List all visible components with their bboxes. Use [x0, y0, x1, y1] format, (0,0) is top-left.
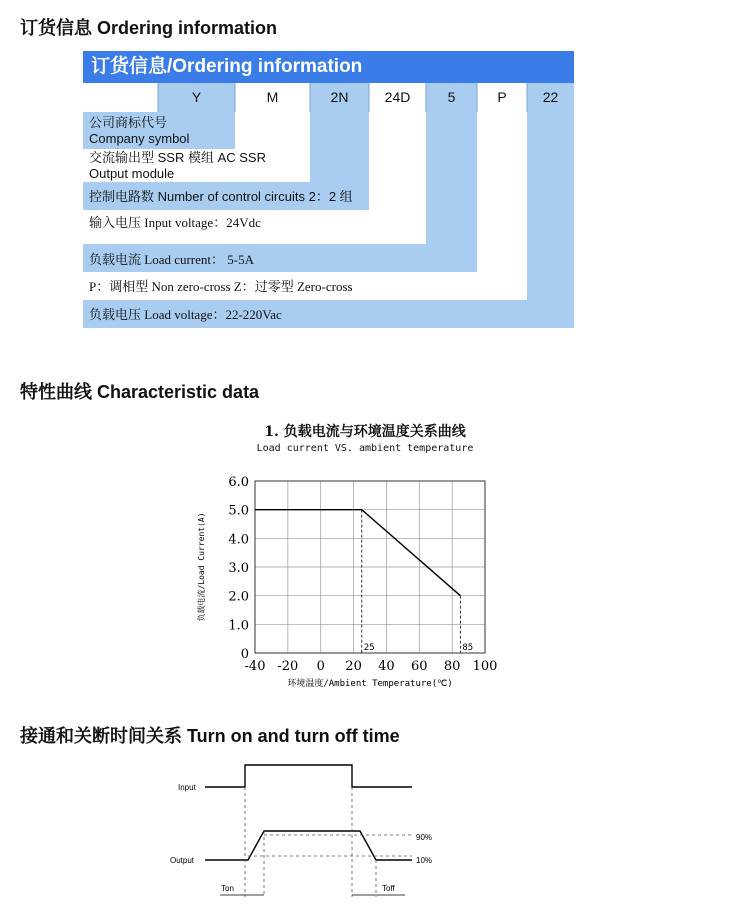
row-load-voltage: 负载电压 Load voltage：22-220Vac	[89, 307, 282, 322]
x-tick-label: 60	[411, 659, 428, 674]
row-output-module-en: Output module	[89, 166, 175, 181]
input-waveform	[205, 765, 412, 787]
y-tick-label: 3.0	[228, 561, 249, 576]
x-tick-label: 0	[316, 659, 325, 674]
row-output-module-cn: 交流输出型 SSR 模组 AC SSR	[89, 150, 266, 165]
row-company-symbol-en: Company symbol	[89, 131, 190, 146]
pct90-label: 90%	[416, 833, 433, 842]
pct10-label: 10%	[416, 856, 433, 865]
x-tick-label: 20	[345, 659, 362, 674]
load-current-series-line	[255, 510, 460, 596]
row-zero-cross-type: P：调相型 Non zero-cross Z：过零型 Zero-cross	[89, 279, 353, 294]
timing-diagram	[160, 755, 460, 910]
input-label: Input	[178, 783, 196, 792]
code-y: Y	[191, 89, 202, 105]
y-tick-label: 5.0	[228, 503, 249, 519]
output-label: Output	[170, 856, 195, 865]
code-22: 22	[542, 89, 559, 105]
chart-subtitle: Load current VS. ambient temperature	[256, 443, 474, 454]
reference-label: 25	[363, 643, 375, 653]
x-tick-label: 100	[472, 659, 498, 674]
code-2n: 2N	[330, 89, 349, 105]
code-m: M	[266, 89, 279, 105]
timing-section-title: 接通和关断时间关系 Turn on and turn off time	[20, 726, 400, 746]
ordering-table-header: 订货信息/Ordering information	[83, 51, 574, 83]
chart-title: 1. 负载电流与环境温度关系曲线	[264, 424, 466, 440]
toff-label: Toff	[382, 884, 395, 893]
x-tick-label: 40	[378, 659, 395, 674]
x-tick-label: 80	[443, 659, 461, 674]
x-tick-label: -40	[244, 659, 266, 674]
row-company-symbol-cn: 公司商标代号	[89, 115, 168, 130]
ton-label: Ton	[221, 884, 234, 893]
load-current-chart	[190, 465, 510, 695]
y-tick-label: 2.0	[228, 589, 249, 605]
code-5: 5	[447, 89, 456, 105]
y-tick-label: 4.0	[228, 532, 249, 548]
reference-label: 85	[462, 643, 474, 653]
y-tick-label: 0	[240, 647, 249, 662]
ordering-section-title: 订货信息 Ordering information	[20, 18, 278, 38]
code-p: P	[497, 89, 507, 105]
characteristic-section-title: 特性曲线 Characteristic data	[20, 382, 260, 402]
x-tick-label: -20	[277, 659, 299, 674]
row-control-circuits: 控制电路数 Number of control circuits 2：2 组	[89, 189, 353, 204]
y-tick-label: 1.0	[228, 618, 249, 634]
row-input-voltage: 输入电压 Input voltage：24Vdc	[89, 215, 261, 230]
x-axis-label: 环境温度/Ambient Temperature(℃)	[287, 679, 453, 689]
row-load-current: 负载电流 Load current： 5-5A	[89, 252, 254, 267]
y-axis-label: 负载电流/Load Current(A)	[197, 512, 206, 622]
y-tick-label: 6.0	[228, 475, 249, 490]
code-24d: 24D	[384, 89, 411, 105]
